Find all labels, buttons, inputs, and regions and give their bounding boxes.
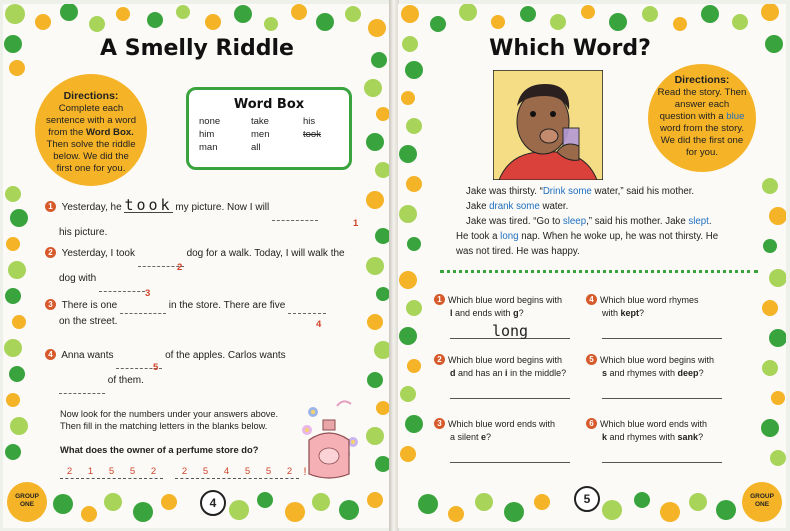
decor-dot xyxy=(35,14,51,30)
question-text: ? xyxy=(518,308,524,318)
decor-dot xyxy=(4,339,22,357)
decor-dot xyxy=(534,494,550,510)
code-letter-blank[interactable]: 5 xyxy=(259,466,278,479)
directions-text-2: Then solve the riddle below. We did the first one for you. xyxy=(46,139,136,174)
decor-dot xyxy=(6,237,20,251)
word: take xyxy=(251,116,269,127)
decor-dot xyxy=(147,12,163,28)
decor-dot xyxy=(769,269,786,287)
decor-dot xyxy=(399,271,417,289)
directions-text-2: word from the story. We did the first one for you. xyxy=(659,123,745,158)
group-label: GROUP xyxy=(750,493,774,500)
story-text-segment: ,” said his mother. Jake xyxy=(586,216,689,227)
code-number: 2 xyxy=(177,262,183,273)
code-letter-blank[interactable]: 4 xyxy=(217,466,236,479)
decor-dot xyxy=(609,13,627,31)
decor-dot xyxy=(770,450,786,466)
sentence-text: of the apples. Carlos wants xyxy=(165,350,286,361)
question-keyword: i xyxy=(505,368,508,378)
question-text: a silent xyxy=(450,432,482,442)
decor-dot xyxy=(504,502,524,522)
question-text: and ends with xyxy=(452,308,514,318)
answer-blank[interactable] xyxy=(288,298,326,314)
code-letter-blank[interactable]: 5 xyxy=(196,466,215,479)
sentence-text: in the store. There are five xyxy=(168,300,286,311)
decor-dot xyxy=(399,327,417,345)
code-letter-blank[interactable]: 2 xyxy=(60,466,79,479)
story-blue-word: drank some xyxy=(489,201,540,212)
decor-dot xyxy=(401,5,419,23)
answer-line[interactable] xyxy=(602,384,722,399)
question-4 xyxy=(589,294,752,320)
question-keyword: s xyxy=(602,368,608,378)
sentence-text: Yesterday, he xyxy=(61,202,122,213)
decor-dot xyxy=(366,133,384,151)
decor-dot xyxy=(9,60,25,76)
story-line xyxy=(466,184,766,199)
code-number: 3 xyxy=(145,288,151,299)
story-blue-word: slept xyxy=(688,216,709,227)
decor-dot xyxy=(229,500,249,520)
question-text: Which blue word begins with xyxy=(448,355,563,365)
decor-dot xyxy=(366,257,384,275)
story-text-segment: was not tired. He was happy. xyxy=(456,246,580,257)
question-text: Which blue word ends with xyxy=(448,419,556,429)
decor-dot xyxy=(316,13,334,31)
word: him xyxy=(199,129,215,140)
question-text: ? xyxy=(639,308,645,318)
riddle-instruction-line: Then fill in the matching letters in the blanks below. xyxy=(60,421,268,431)
question-1 xyxy=(437,294,600,320)
question-number: 5 xyxy=(586,354,597,365)
question-text: ? xyxy=(698,368,704,378)
question-text: and has an xyxy=(455,368,506,378)
decor-dot xyxy=(400,446,416,462)
directions-bubble xyxy=(648,64,756,172)
riddle-instructions xyxy=(60,408,310,432)
decor-dot xyxy=(60,4,78,21)
word: his xyxy=(303,116,316,127)
question-5 xyxy=(589,354,752,380)
decor-dot xyxy=(6,393,20,407)
answer-line[interactable] xyxy=(450,448,570,463)
answer-blank[interactable] xyxy=(120,298,166,314)
page-title: Which Word? xyxy=(489,36,651,61)
page-number: 4 xyxy=(200,490,226,516)
decor-dot xyxy=(367,314,383,330)
word: none xyxy=(199,116,221,127)
decor-dot xyxy=(5,444,21,460)
decor-dot xyxy=(673,17,687,31)
question-keyword: d xyxy=(450,368,456,378)
decor-dot xyxy=(367,492,383,508)
decor-dot xyxy=(405,415,423,433)
riddle-question: What does the owner of a perfume store do? xyxy=(60,444,259,455)
decor-dot xyxy=(400,386,416,402)
directions-bubble xyxy=(35,74,147,186)
decor-dot xyxy=(312,493,330,511)
decor-dot xyxy=(376,287,390,301)
decor-dot xyxy=(407,237,421,251)
decor-dot xyxy=(406,300,422,316)
question-text: Which blue word begins with xyxy=(448,295,563,305)
sentence-text: Anna wants xyxy=(61,350,114,361)
decor-dot xyxy=(104,493,122,511)
sentence-number: 3 xyxy=(45,299,56,310)
decor-dot xyxy=(367,372,383,388)
code-letter-blank[interactable]: 5 xyxy=(238,466,257,479)
decor-dot xyxy=(176,5,190,19)
sentence-1 xyxy=(45,196,365,245)
group-label-2: ONE xyxy=(754,501,770,508)
sentence-text: my picture. Now I will xyxy=(175,202,270,213)
decor-dot xyxy=(133,502,153,522)
story-line xyxy=(456,229,766,244)
story-blue-word: Drink some xyxy=(542,186,592,197)
riddle-code[interactable] xyxy=(60,466,311,479)
decor-dot xyxy=(9,366,25,382)
question-text: and rhymes with xyxy=(607,432,678,442)
question-text: with xyxy=(602,308,621,318)
group-badge xyxy=(742,482,782,522)
answer-blank[interactable] xyxy=(59,369,105,394)
decor-dot xyxy=(660,502,680,522)
group-label: GROUP xyxy=(15,493,39,500)
question-keyword: g xyxy=(513,308,519,318)
left-page xyxy=(3,4,391,528)
decor-dot xyxy=(12,315,26,329)
decor-dot xyxy=(520,6,536,22)
code-number: 5 xyxy=(153,362,159,373)
story-text-segment: . xyxy=(708,216,712,227)
question-text: Which blue word rhymes xyxy=(600,295,699,305)
decor-dot xyxy=(89,16,105,32)
decor-dot xyxy=(406,118,422,134)
decor-dot xyxy=(5,288,21,304)
decor-dot xyxy=(602,500,622,520)
decor-dot xyxy=(762,360,778,376)
story-text-segment: water,” said his mother. xyxy=(591,186,695,197)
decor-dot xyxy=(761,419,779,437)
decor-dot xyxy=(716,500,736,520)
story-text-segment: Jake was thirsty. “ xyxy=(466,186,543,197)
decor-dot xyxy=(366,427,384,445)
decor-dot xyxy=(761,4,779,21)
directions-text: Read the story. Then answer each question with a xyxy=(657,87,747,122)
word-box-title: Word Box xyxy=(233,97,305,112)
story-text-segment: nap. When he woke up, he was not thirsty. He xyxy=(518,231,719,242)
code-letter-blank[interactable]: 1 xyxy=(81,466,100,479)
story-line xyxy=(466,199,766,214)
decor-dot xyxy=(459,4,477,21)
code-letter-blank[interactable]: 2 xyxy=(175,466,194,479)
answer-blank[interactable] xyxy=(99,267,145,292)
decor-dot xyxy=(376,107,390,121)
sentence-4 xyxy=(45,344,365,394)
decor-dot xyxy=(161,494,177,510)
decor-dot xyxy=(491,15,505,29)
code-number: 1 xyxy=(353,218,359,229)
word-used: took xyxy=(303,129,321,140)
decor-dot xyxy=(475,493,493,511)
story-text-segment: Jake was tired. “Go to xyxy=(466,216,563,227)
code-letter-blank[interactable]: 5 xyxy=(102,466,121,479)
directions-heading: Directions: xyxy=(674,74,730,86)
decor-dot xyxy=(401,91,415,105)
sentence-text: on the street. xyxy=(59,316,118,327)
decor-dot xyxy=(81,506,97,522)
decor-dot xyxy=(5,4,25,24)
decor-dot xyxy=(285,502,305,522)
story-blue-word: sleep xyxy=(562,216,587,227)
decor-dot xyxy=(53,494,73,514)
decor-dot xyxy=(406,176,422,192)
story-blue-word: long xyxy=(500,231,519,242)
code-letter-blank[interactable]: 5 xyxy=(123,466,142,479)
question-6 xyxy=(589,418,752,444)
story-text-segment: water. xyxy=(539,201,569,212)
question-text: in the middle? xyxy=(507,368,567,378)
decor-dot xyxy=(418,494,438,514)
question-text: and rhymes with xyxy=(607,368,678,378)
answer-blank[interactable] xyxy=(272,196,318,221)
question-text: Which blue word begins with xyxy=(600,355,715,365)
story-text-segment: Jake xyxy=(466,201,490,212)
decor-dot xyxy=(291,4,307,20)
decor-dot xyxy=(368,19,386,37)
group-label-2: ONE xyxy=(19,501,35,508)
directions-blue-word: blue xyxy=(726,111,745,122)
sentence-text: dog with xyxy=(59,273,97,284)
code-number: 4 xyxy=(316,319,322,330)
decor-dot xyxy=(405,61,423,79)
sentence-number: 4 xyxy=(45,349,56,360)
code-letter-blank[interactable]: 2 xyxy=(280,466,299,479)
decor-dot xyxy=(399,145,417,163)
directions-text: Complete each sentence with a word from the xyxy=(45,103,137,138)
question-text: ? xyxy=(698,432,704,442)
decor-dot xyxy=(345,6,361,22)
decor-dot xyxy=(339,500,359,520)
sentence-number: 2 xyxy=(45,247,56,258)
question-keyword: deep xyxy=(677,368,699,378)
question-keyword: l xyxy=(450,308,453,318)
decor-dot xyxy=(550,14,566,30)
question-keyword: k xyxy=(602,432,608,442)
decor-dot xyxy=(5,186,21,202)
decor-dot xyxy=(769,207,786,225)
word-box xyxy=(186,87,352,170)
sentence-2 xyxy=(45,242,365,292)
code-letter-blank[interactable]: 2 xyxy=(144,466,163,479)
section-divider xyxy=(440,270,758,273)
word: all xyxy=(251,142,261,153)
word-box-grid xyxy=(199,116,355,153)
sentence-text: of them. xyxy=(107,375,144,386)
decor-dot xyxy=(430,16,446,32)
question-number: 6 xyxy=(586,418,597,429)
sentence-text: There is one xyxy=(61,300,118,311)
decor-dot xyxy=(264,17,278,31)
sentence-text: Yesterday, I took xyxy=(61,248,135,259)
decor-dot xyxy=(399,205,417,223)
decor-dot xyxy=(769,329,786,347)
question-number: 1 xyxy=(434,294,445,305)
word: men xyxy=(251,129,270,140)
decor-dot xyxy=(8,261,26,279)
word: man xyxy=(199,142,218,153)
question-text: ? xyxy=(486,432,492,442)
decor-dot xyxy=(448,506,464,522)
directions-bold: Word Box. xyxy=(86,127,134,138)
decor-dot xyxy=(116,7,130,21)
decor-dot xyxy=(642,6,658,22)
boy-drinking-illustration xyxy=(493,70,603,180)
page-number: 5 xyxy=(574,486,600,512)
group-badge xyxy=(7,482,47,522)
sentence-text: dog for a walk. Today, I will walk the xyxy=(186,248,345,259)
decor-dot xyxy=(701,5,719,23)
decor-dot xyxy=(366,191,384,209)
question-3 xyxy=(437,418,600,444)
decor-dot xyxy=(762,300,778,316)
decor-dot xyxy=(765,35,783,53)
riddle-instruction-line: Now look for the numbers under your answers above. xyxy=(60,409,279,419)
question-keyword: sank xyxy=(677,432,699,442)
decor-dot xyxy=(376,401,390,415)
story-line xyxy=(456,244,766,259)
sentence-number: 1 xyxy=(45,201,56,212)
decor-dot xyxy=(10,209,28,227)
decor-dot xyxy=(10,417,28,435)
story-text xyxy=(456,184,766,259)
answer-blank[interactable]: took xyxy=(124,196,173,214)
question-number: 3 xyxy=(434,418,445,429)
story-line xyxy=(466,214,766,229)
question-2 xyxy=(437,354,600,380)
perfume-bottle-illustration xyxy=(295,396,365,482)
decor-dot xyxy=(205,14,221,30)
answer-line[interactable] xyxy=(602,448,722,463)
question-number: 4 xyxy=(586,294,597,305)
answer-line[interactable]: long xyxy=(450,324,570,339)
page-title: A Smelly Riddle xyxy=(100,36,294,61)
exclamation: ! xyxy=(303,466,307,478)
decor-dot xyxy=(407,359,421,373)
decor-dot xyxy=(234,5,252,23)
answer-line[interactable] xyxy=(602,324,722,339)
decor-dot xyxy=(581,5,595,19)
story-text-segment: He took a xyxy=(456,231,501,242)
decor-dot xyxy=(732,14,748,30)
decor-dot xyxy=(634,492,650,508)
question-number: 2 xyxy=(434,354,445,365)
question-text: Which blue word ends with xyxy=(600,419,708,429)
answer-line[interactable] xyxy=(450,384,570,399)
question-keyword: kept xyxy=(620,308,640,318)
sentence-text: his picture. xyxy=(59,227,108,238)
decor-dot xyxy=(257,492,273,508)
decor-dot xyxy=(771,391,785,405)
directions-heading: Directions: xyxy=(63,90,119,102)
word-gap xyxy=(165,466,173,479)
question-keyword: e xyxy=(481,432,487,442)
right-page xyxy=(398,4,786,528)
decor-dot xyxy=(689,493,707,511)
decor-dot xyxy=(364,79,382,97)
